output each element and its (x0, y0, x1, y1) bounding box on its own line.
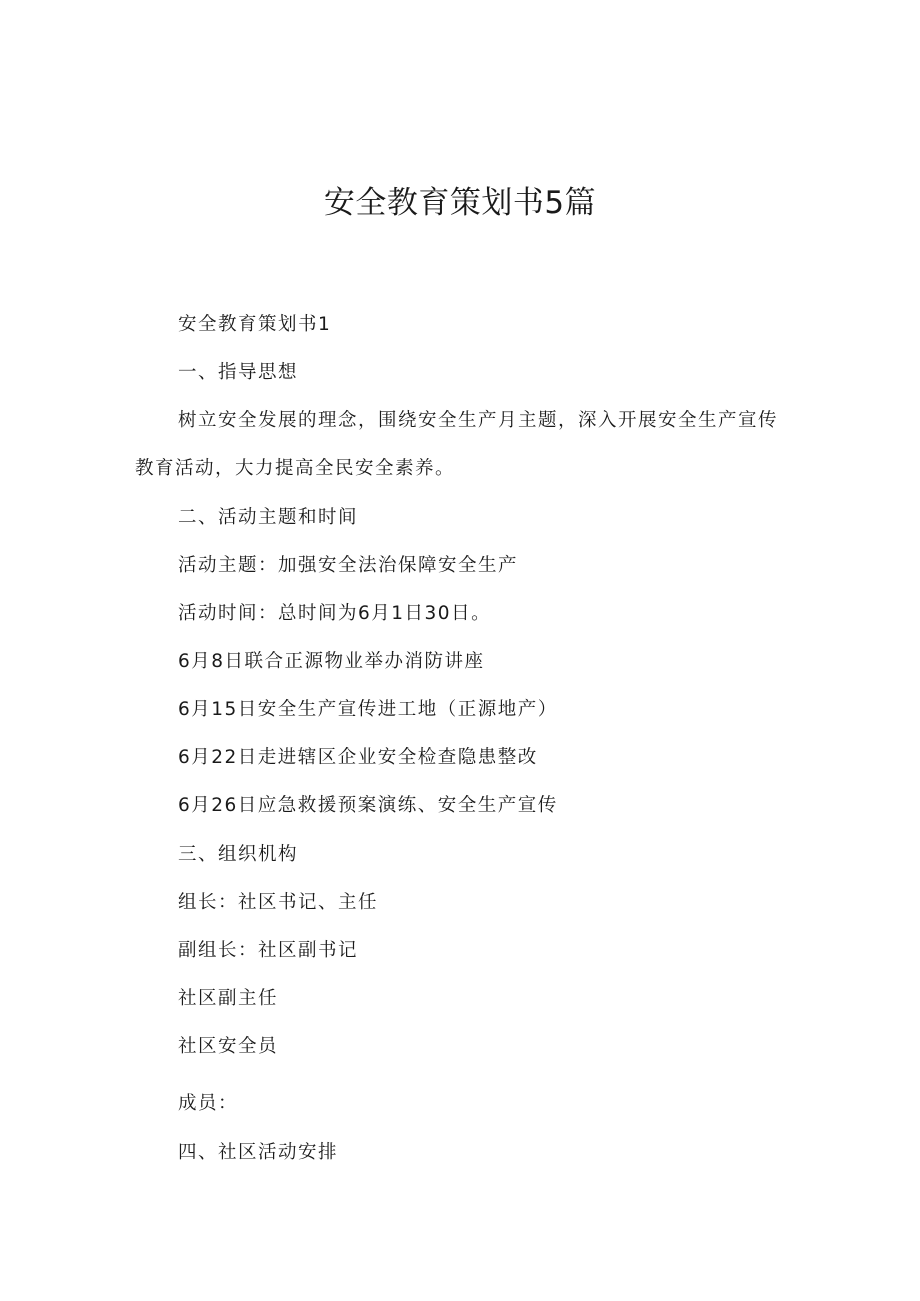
schedule-item: 6月22日走进辖区企业安全检查隐患整改 (178, 747, 538, 768)
document-title: 安全教育策划书5篇 (323, 184, 597, 221)
paragraph-line: 社区副主任 (178, 988, 279, 1009)
paragraph-line: 成员： (178, 1093, 239, 1114)
schedule-item: 6月26日应急救援预案演练、安全生产宣传 (178, 795, 558, 816)
paragraph-line: 组长：社区书记、主任 (178, 892, 379, 913)
paragraph-line: 活动主题：加强安全法治保障安全生产 (178, 555, 519, 576)
section-heading-plan-1: 安全教育策划书1 (178, 314, 332, 335)
heading-guiding-ideology: 一、指导思想 (178, 362, 299, 383)
schedule-item: 6月15日安全生产宣传进工地（正源地产） (178, 699, 558, 720)
heading-community-activities: 四、社区活动安排 (178, 1142, 339, 1163)
paragraph-line: 社区安全员 (178, 1036, 279, 1057)
schedule-item: 6月8日联合正源物业举办消防讲座 (178, 651, 485, 672)
paragraph-line: 副组长：社区副书记 (178, 940, 359, 961)
paragraph-line: 活动时间：总时间为6月1日30日。 (178, 603, 492, 624)
paragraph-line: 树立安全发展的理念，围绕安全生产月主题，深入开展安全生产宣传 (178, 410, 779, 431)
paragraph-line: 教育活动，大力提高全民安全素养。 (135, 458, 456, 479)
heading-theme-and-time: 二、活动主题和时间 (178, 507, 359, 528)
heading-organization: 三、组织机构 (178, 844, 299, 865)
